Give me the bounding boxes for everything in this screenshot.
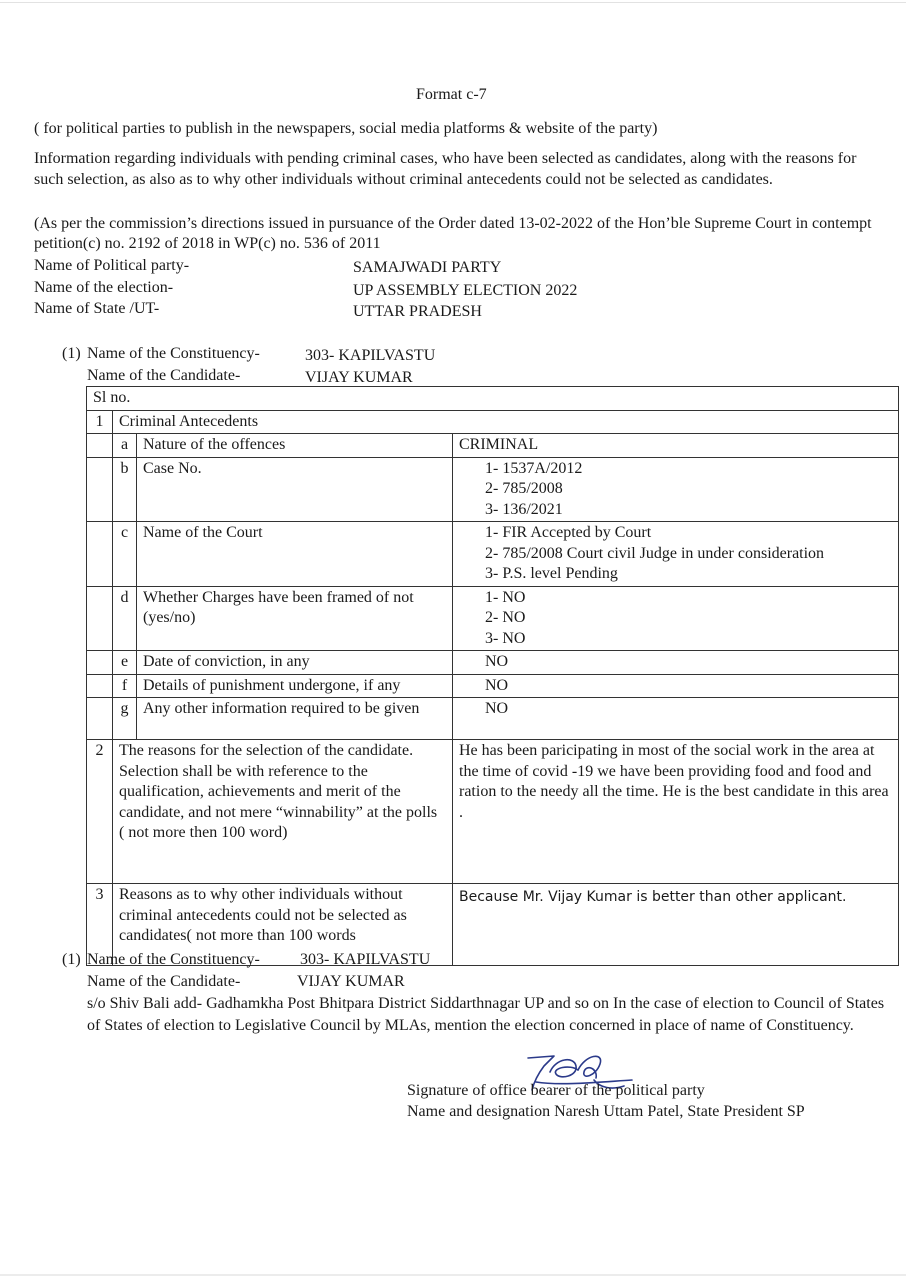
- document-subtitle: ( for political parties to publish in the newspapers, social media platforms & website of the party): [34, 120, 658, 137]
- item-letter: b: [113, 457, 137, 522]
- item-value: NO: [453, 674, 899, 698]
- footer-constituency-value: 303- KAPILVASTU: [300, 951, 431, 968]
- table-row: [87, 740, 899, 884]
- table-row: [87, 674, 899, 698]
- item-letter: a: [113, 434, 137, 458]
- table-row: [87, 651, 899, 675]
- item-letter: e: [113, 651, 137, 675]
- signature-line: Signature of office bearer of the political party: [407, 1082, 705, 1099]
- item-letter: g: [113, 698, 137, 740]
- list-item: 2- 785/2008: [485, 480, 563, 497]
- item-label: Name of the Court: [137, 522, 453, 587]
- row-number: 2: [87, 740, 113, 884]
- footer-candidate-value: VIJAY KUMAR: [297, 973, 405, 990]
- candidate-value: VIJAY KUMAR: [305, 369, 413, 386]
- list-item: 2- 785/2008 Court civil Judge in under consideration: [485, 544, 825, 562]
- criminal-antecedents-table: [86, 386, 899, 966]
- election-value: UP ASSEMBLY ELECTION 2022: [353, 282, 578, 299]
- item-label: Details of punishment undergone, if any: [137, 674, 453, 698]
- sl-no-header: Sl no.: [87, 387, 899, 411]
- item-value: NO: [453, 651, 899, 675]
- item-letter: d: [113, 586, 137, 651]
- item-value: NO: [453, 698, 899, 740]
- candidate-marker: (1): [62, 345, 81, 362]
- table-row: [87, 522, 899, 587]
- designation-line: Name and designation Naresh Uttam Patel, State President SP: [407, 1103, 805, 1120]
- party-label: Name of Political party-: [34, 257, 190, 274]
- row-number: 3: [87, 884, 113, 966]
- item-letter: f: [113, 674, 137, 698]
- table-header-row: [87, 387, 899, 411]
- constituency-label: Name of the Constituency-: [87, 345, 260, 362]
- item-label: Whether Charges have been framed of not (yes/no): [137, 586, 453, 651]
- election-label: Name of the election-: [34, 279, 174, 296]
- item-label: Case No.: [137, 457, 453, 522]
- scan-edge-top: [0, 2, 906, 3]
- other-individuals-answer: Because Mr. Vijay Kumar is better than other applicant.: [453, 884, 899, 966]
- state-value: UTTAR PRADESH: [353, 303, 482, 320]
- table-row: [87, 434, 899, 458]
- selection-reason-answer: He has been paricipating in most of the social work in the area at the time of covid -19 we have been providing food and food and ration to the needy all the time. He is the best candidate in this area .: [453, 740, 899, 884]
- candidate-address: s/o Shiv Bali add- Gadhamkha Post Bhitpara District Siddarthnagar UP and so on In the case of election to Council of States of States of election to Legislative Council by MLAs, mention the election concerned in place of name of Constituency.: [87, 995, 885, 1034]
- table-row: [87, 698, 899, 740]
- table-row: [87, 457, 899, 522]
- list-item: 3- NO: [485, 629, 526, 647]
- list-item: 3- 136/2021: [485, 500, 563, 518]
- item-value-list: [453, 457, 899, 522]
- format-title: Format c-7: [416, 86, 487, 103]
- constituency-value: 303- KAPILVASTU: [305, 347, 436, 364]
- item-value-list: [453, 522, 899, 587]
- list-item: 2- NO: [485, 609, 526, 626]
- footer-constituency-label: Name of the Constituency-: [87, 951, 260, 968]
- candidate-label: Name of the Candidate-: [87, 367, 241, 384]
- other-individuals-question: Reasons as to why other individuals without criminal antecedents could not be selected as candidates( not more than 100 words: [113, 884, 453, 966]
- order-note: (As per the commission’s directions issued in pursuance of the Order dated 13-02-2022 of the Hon’ble Supreme Court in contempt petition(c) no. 2192 of 2018 in WP(c) no. 536 of 2011: [34, 215, 872, 252]
- item-label: Date of conviction, in any: [137, 651, 453, 675]
- scan-edge-bottom: [0, 1274, 906, 1276]
- party-value: SAMAJWADI PARTY: [353, 259, 502, 276]
- footer-marker: (1): [62, 951, 81, 968]
- section-title: Criminal Antecedents: [113, 410, 899, 434]
- state-label: Name of State /UT-: [34, 300, 160, 317]
- table-row: [87, 410, 899, 434]
- item-label: Any other information required to be given: [137, 698, 453, 740]
- footer-candidate-label: Name of the Candidate-: [87, 973, 241, 990]
- item-letter: c: [113, 522, 137, 587]
- row-number: 1: [87, 410, 113, 434]
- list-item: 1- FIR Accepted by Court: [485, 524, 652, 541]
- intro-paragraph: Information regarding individuals with pending criminal cases, who have been selected as candidates, along with the reasons for such selection, as also as to why other individuals without criminal antecedents could not be selected as candidates.: [34, 150, 857, 188]
- list-item: 1- 1537A/2012: [485, 459, 583, 477]
- item-value-list: [453, 586, 899, 651]
- selection-reason-question: The reasons for the selection of the candidate. Selection shall be with reference to the qualification, achievements and merit of the candidate, and not mere “winnability” at the polls ( not more then 100 word): [113, 740, 453, 884]
- item-label: Nature of the offences: [137, 434, 453, 458]
- table-row: [87, 586, 899, 651]
- list-item: 3- P.S. level Pending: [485, 565, 618, 582]
- item-value: CRIMINAL: [453, 434, 899, 458]
- list-item: 1- NO: [485, 588, 526, 606]
